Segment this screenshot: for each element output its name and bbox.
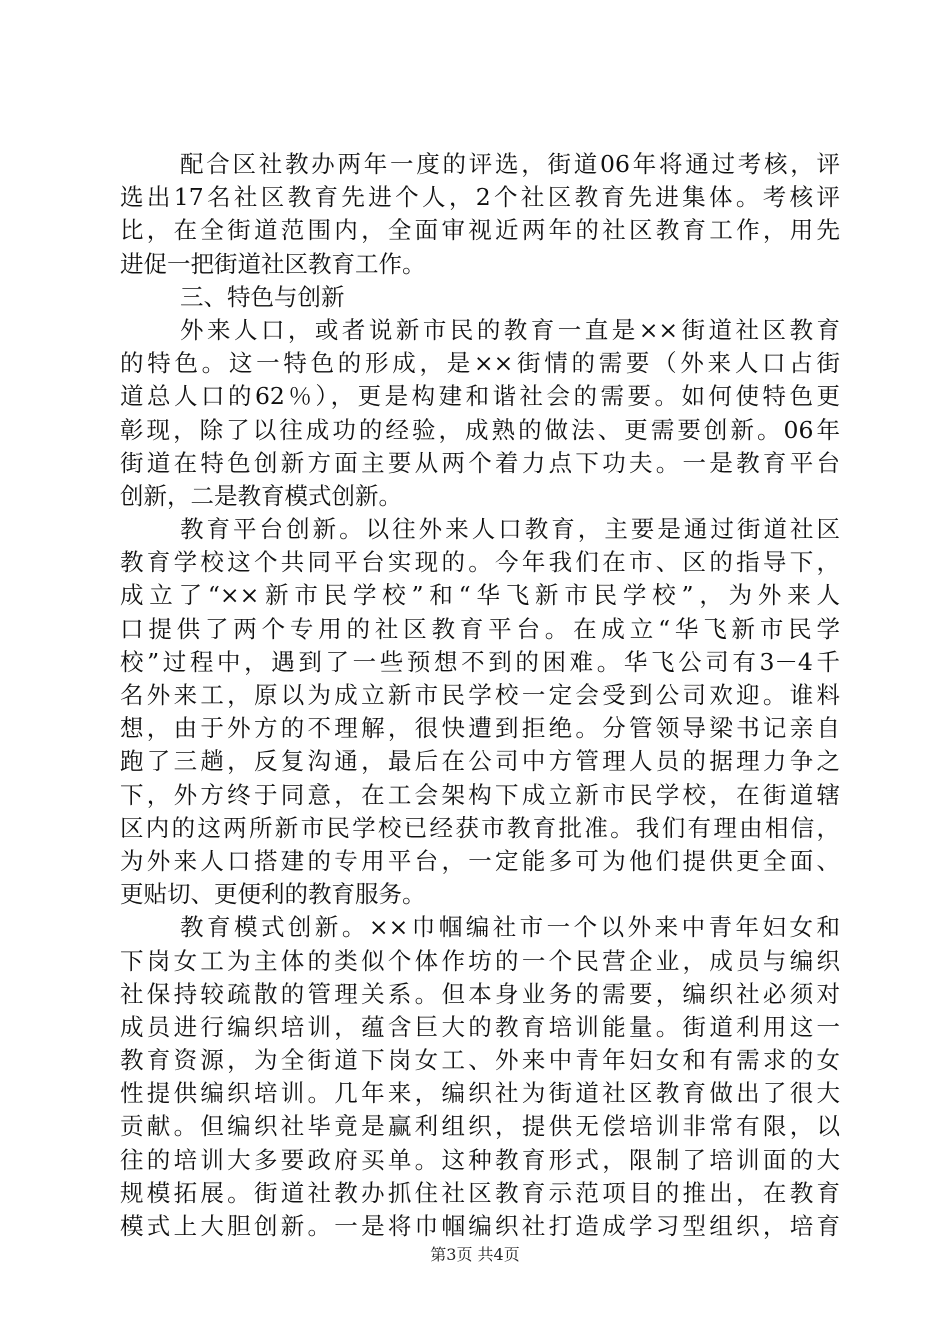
body-line: 往的培训大多要政府买单。这种教育形式，限制了培训面的大 [120, 1145, 840, 1174]
body-line: 跑了三趟，反复沟通，最后在公司中方管理人员的据理力争之 [120, 747, 840, 776]
body-line: 道总人口的62％），更是构建和谐社会的需要。如何使特色更 [120, 382, 840, 411]
body-line: 模式上大胆创新。一是将巾帼编织社打造成学习型组织，培育 [120, 1212, 840, 1240]
body-line: 校”过程中，遇到了一些预想不到的困难。华飞公司有3－4千 [120, 647, 840, 676]
body-line: 创新，二是教育模式创新。 [120, 481, 402, 510]
body-line: 想，由于外方的不理解，很快遭到拒绝。分管领导梁书记亲自 [120, 714, 840, 743]
body-line: 口提供了两个专用的社区教育平台。在成立“华飞新市民学 [120, 614, 840, 643]
body-line: 名外来工，原以为成立新市民学校一定会受到公司欢迎。谁料 [120, 681, 840, 709]
body-line: 比，在全街道范围内，全面审视近两年的社区教育工作，用先 [120, 216, 840, 245]
body-line: 的特色。这一特色的形成，是××街情的需要（外来人口占街 [120, 349, 840, 378]
body-line: 教育资源，为全街道下岗女工、外来中青年妇女和有需求的女 [120, 1046, 840, 1075]
document-body [120, 148, 840, 1243]
body-line: 区内的这两所新市民学校已经获市教育批准。我们有理由相信， [120, 813, 840, 842]
body-line: 彰现，除了以往成功的经验，成熟的做法、更需要创新。06年 [120, 415, 840, 444]
body-line: 为外来人口搭建的专用平台，一定能多可为他们提供更全面、 [120, 846, 840, 875]
body-line: 外来人口，或者说新市民的教育一直是××街道社区教育 [180, 315, 840, 344]
body-line: 更贴切、更便利的教育服务。 [120, 880, 426, 909]
body-line: 贡献。但编织社毕竟是赢利组织，提供无偿培训非常有限，以 [120, 1112, 840, 1141]
body-line: 性提供编织培训。几年来，编织社为街道社区教育做出了很大 [120, 1079, 840, 1108]
body-line: 成立了“××新市民学校”和“华飞新市民学校”，为外来人 [120, 581, 840, 610]
body-line: 进促一把街道社区教育工作。 [120, 249, 426, 278]
body-line: 教育学校这个共同平台实现的。今年我们在市、区的指导下， [120, 548, 840, 577]
body-line: 配合区社教办两年一度的评选，街道06年将通过考核，评 [180, 150, 840, 178]
body-line: 下岗女工为主体的类似个体作坊的一个民营企业，成员与编织 [120, 946, 840, 975]
body-line: 下，外方终于同意，在工会架构下成立新市民学校，在街道辖 [120, 780, 840, 809]
body-line: 选出17名社区教育先进个人，2个社区教育先进集体。考核评 [120, 183, 840, 212]
body-line: 街道在特色创新方面主要从两个着力点下功夫。一是教育平台 [120, 448, 840, 477]
body-line: 教育模式创新。××巾帼编社市一个以外来中青年妇女和 [180, 913, 840, 942]
body-line: 规模拓展。街道社教办抓住社区教育示范项目的推出，在教育 [120, 1178, 840, 1207]
body-line: 教育平台创新。以往外来人口教育，主要是通过街道社区 [180, 515, 840, 544]
page-number-footer: 第3页 共4页 [430, 1245, 520, 1264]
body-line: 成员进行编织培训，蕴含巨大的教育培训能量。街道利用这一 [120, 1012, 840, 1041]
section-heading: 三、特色与创新 [180, 282, 345, 311]
body-line: 社保持较疏散的管理关系。但本身业务的需要，编织社必须对 [120, 979, 840, 1008]
